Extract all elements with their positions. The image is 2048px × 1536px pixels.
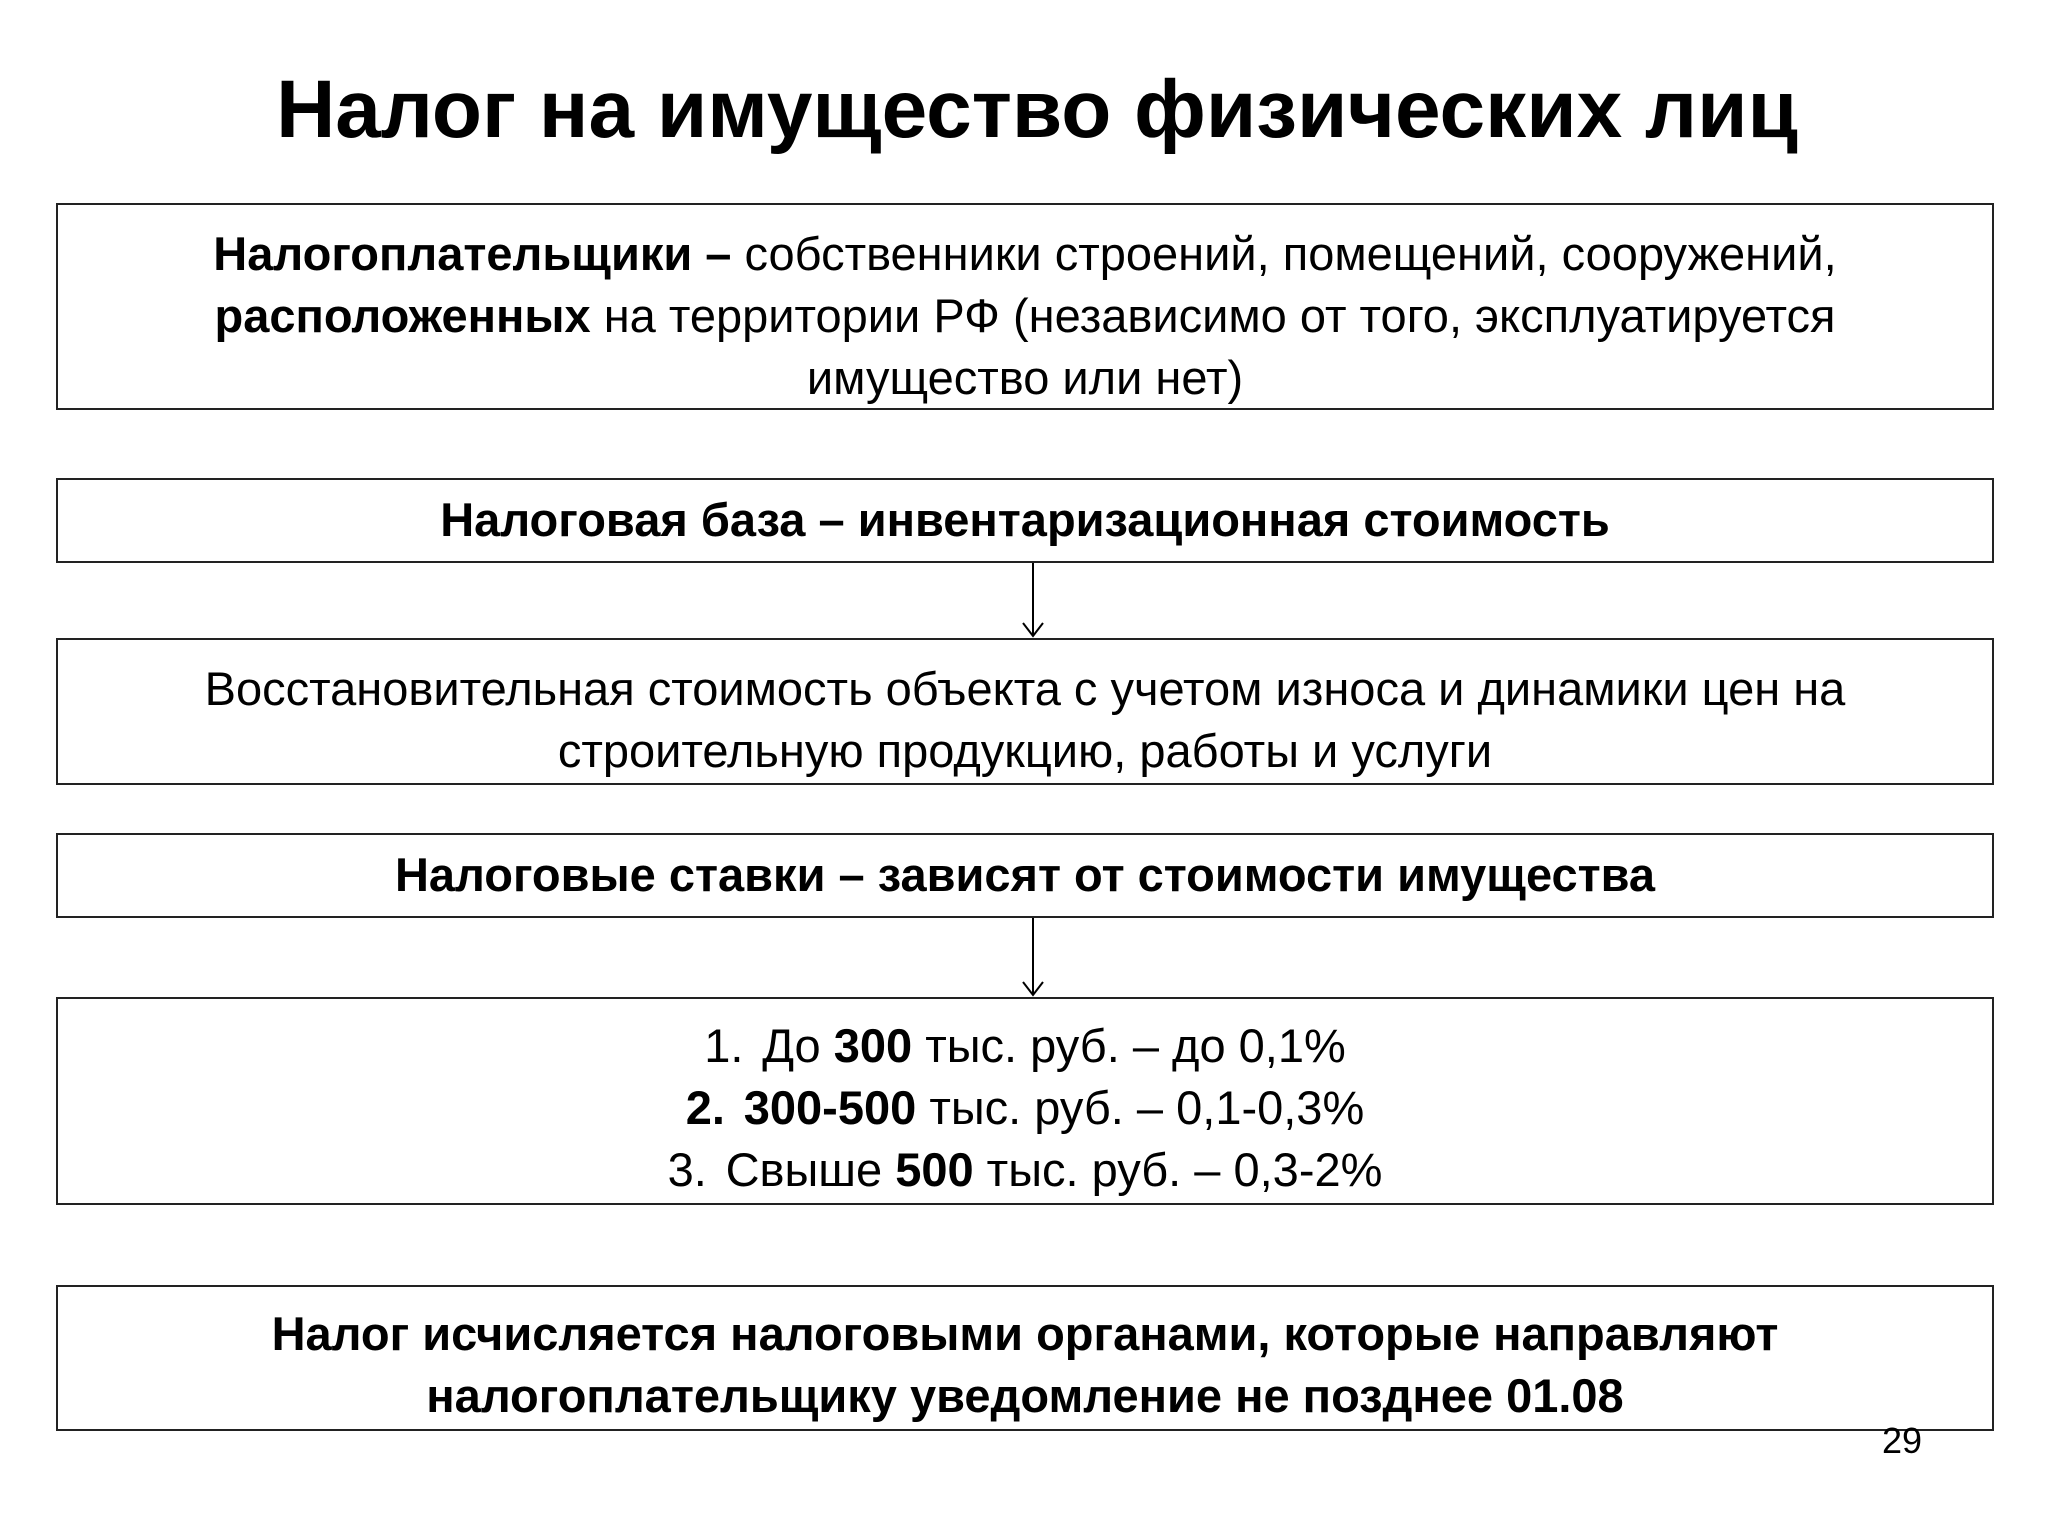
restoration-line-2: строительную продукцию, работы и услуги [557,724,1493,777]
rate-list-item [58,1015,1992,1077]
restoration-line-1: Восстановительная стоимость объекта с учетом износа и динамики цен на [204,662,1846,715]
rate-list-number: 1. [704,1019,744,1072]
rate-list-number: 2. [685,1081,725,1134]
taxpayers-located-term: расположенных [214,289,591,342]
rate-list-suffix: тыс. руб. – 0,1-0,3% [916,1081,1365,1134]
rate-list-amount: 300-500 [743,1081,917,1134]
calculation-line-1: Налог исчисляется налоговыми органами, которые направляют [271,1307,1779,1360]
taxpayers-box [56,203,1994,410]
tax-base-box [56,478,1994,563]
taxpayers-line-2 [58,285,1992,347]
page-number: 29 [1882,1420,1923,1461]
tax-rates-box [56,833,1994,918]
rate-list-suffix: тыс. руб. – 0,3-2% [973,1143,1383,1196]
taxpayers-text-1: собственники строений, помещений, сооружений, [731,227,1837,280]
down-arrow-icon [1015,918,1051,997]
tax-base-text: Налоговая база – инвентаризационная стоимость [440,493,1610,546]
calculation-box [56,1285,1994,1431]
taxpayers-term: Налогоплательщики – [213,227,732,280]
down-arrow-icon [1015,563,1051,638]
rate-list-prefix: До [762,1019,834,1072]
rate-list-prefix: Свыше [725,1143,896,1196]
taxpayers-text-3: имущество или нет) [806,351,1244,404]
restoration-cost-box [56,638,1994,785]
tax-rates-text: Налоговые ставки – зависят от стоимости имущества [394,848,1656,901]
taxpayers-line-1 [58,223,1992,285]
rate-list-suffix: тыс. руб. – до 0,1% [912,1019,1346,1072]
rate-list-item [58,1139,1992,1201]
taxpayers-text-2: на территории РФ (независимо от того, эксплуатируется [590,289,1836,342]
calculation-line-2: налогоплательщику уведомление не позднее 01.08 [426,1369,1624,1422]
rate-list-item [58,1077,1992,1139]
page-title: Налог на имущество физических лиц [276,64,1798,155]
rate-list-amount: 300 [833,1019,913,1072]
rate-list-number: 3. [667,1143,707,1196]
rate-list-box [56,997,1994,1205]
rate-list-amount: 500 [895,1143,974,1196]
